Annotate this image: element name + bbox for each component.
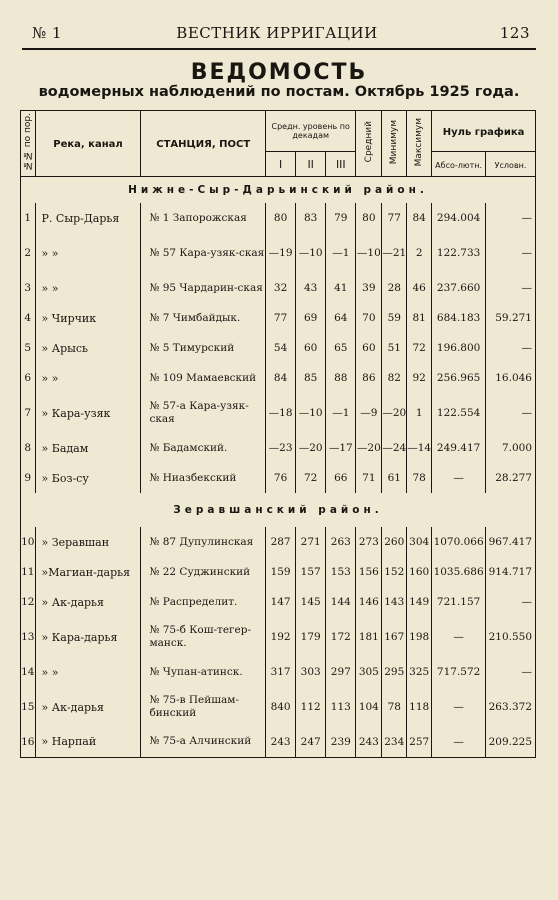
station-cell: № 1 Запорожская <box>141 203 266 233</box>
decade1-cell: 243 <box>266 727 296 757</box>
station-cell: № 95 Чардарин-ская <box>141 273 266 303</box>
zero-relative-cell: — <box>486 393 536 433</box>
col-d2-header: II <box>296 152 326 177</box>
decade3-cell: 64 <box>326 303 356 333</box>
table-body <box>21 177 536 758</box>
maximum-cell: 72 <box>407 333 432 363</box>
decade2-cell: —10 <box>296 393 326 433</box>
zero-absolute-cell: 196.800 <box>432 333 486 363</box>
river-cell: » Бадам <box>35 433 141 463</box>
decade2-cell: 271 <box>296 527 326 557</box>
average-cell: 156 <box>356 557 382 587</box>
station-cell: № 75-б Кош-тегер-манск. <box>141 617 266 657</box>
minimum-cell: 61 <box>382 463 407 493</box>
zero-relative-cell: 16.046 <box>486 363 536 393</box>
station-cell: № 109 Мамаевский <box>141 363 266 393</box>
decade1-cell: 77 <box>266 303 296 333</box>
maximum-cell: 84 <box>407 203 432 233</box>
station-cell: № 22 Суджинский <box>141 557 266 587</box>
section-row <box>21 177 536 204</box>
decade3-cell: —17 <box>326 433 356 463</box>
decade2-cell: 179 <box>296 617 326 657</box>
col-max-header: Максимум <box>407 111 432 177</box>
table-row <box>21 657 536 687</box>
zero-relative-cell: — <box>486 233 536 273</box>
minimum-cell: 152 <box>382 557 407 587</box>
zero-relative-cell: — <box>486 657 536 687</box>
zero-absolute-cell: 1035.686 <box>432 557 486 587</box>
minimum-cell: 28 <box>382 273 407 303</box>
zero-absolute-cell: 717.572 <box>432 657 486 687</box>
decade1-cell: 317 <box>266 657 296 687</box>
row-number: 3 <box>21 273 36 303</box>
average-cell: —10 <box>356 233 382 273</box>
minimum-cell: 78 <box>382 687 407 727</box>
station-cell: № Ниазбекский <box>141 463 266 493</box>
average-cell: —9 <box>356 393 382 433</box>
station-cell: № 7 Чимбайдык. <box>141 303 266 333</box>
decade2-cell: 43 <box>296 273 326 303</box>
zero-absolute-cell: 721.157 <box>432 587 486 617</box>
row-number: 6 <box>21 363 36 393</box>
average-cell: 273 <box>356 527 382 557</box>
zero-relative-cell: 59.271 <box>486 303 536 333</box>
row-number: 9 <box>21 463 36 493</box>
decade3-cell: 113 <box>326 687 356 727</box>
zero-absolute-cell: 237.660 <box>432 273 486 303</box>
decade2-cell: 60 <box>296 333 326 363</box>
river-cell: » Нарпай <box>35 727 141 757</box>
table-row <box>21 233 536 273</box>
col-d1-header: I <box>266 152 296 177</box>
decade2-cell: 85 <box>296 363 326 393</box>
zero-absolute-cell: — <box>432 463 486 493</box>
minimum-cell: 143 <box>382 587 407 617</box>
zero-absolute-cell: — <box>432 727 486 757</box>
station-cell: № Распределит. <box>141 587 266 617</box>
minimum-cell: 77 <box>382 203 407 233</box>
header-rule <box>22 48 536 50</box>
station-cell: № Чупан-атинск. <box>141 657 266 687</box>
decade2-cell: 303 <box>296 657 326 687</box>
river-cell: » Чирчик <box>35 303 141 333</box>
minimum-cell: —21 <box>382 233 407 273</box>
zero-relative-cell: — <box>486 273 536 303</box>
col-no-header: №№ по пор. <box>21 111 36 177</box>
river-cell: » Ак-дарья <box>35 687 141 727</box>
decade3-cell: 41 <box>326 273 356 303</box>
minimum-cell: 295 <box>382 657 407 687</box>
decade3-cell: 88 <box>326 363 356 393</box>
section-title: Зеравшанский район. <box>21 493 536 527</box>
section-row <box>21 493 536 527</box>
river-cell: » Кара-дарья <box>35 617 141 657</box>
row-number: 11 <box>21 557 36 587</box>
decade1-cell: —19 <box>266 233 296 273</box>
table-row <box>21 617 536 657</box>
row-number: 16 <box>21 727 36 757</box>
journal-name: ВЕСТНИК ИРРИГАЦИИ <box>176 24 378 42</box>
row-number: 8 <box>21 433 36 463</box>
table-row <box>21 587 536 617</box>
river-cell: »Магиан-дарья <box>35 557 141 587</box>
table-row <box>21 333 536 363</box>
decade3-cell: —1 <box>326 393 356 433</box>
minimum-cell: 260 <box>382 527 407 557</box>
table-row <box>21 393 536 433</box>
decade2-cell: 145 <box>296 587 326 617</box>
station-cell: № 5 Тимурский <box>141 333 266 363</box>
decade3-cell: 66 <box>326 463 356 493</box>
col-zero-header: Нуль графика <box>432 111 536 152</box>
maximum-cell: 81 <box>407 303 432 333</box>
zero-absolute-cell: 294.004 <box>432 203 486 233</box>
zero-relative-cell: 914.717 <box>486 557 536 587</box>
zero-relative-cell: 967.417 <box>486 527 536 557</box>
col-avg-header: Средний <box>356 111 382 177</box>
row-number: 5 <box>21 333 36 363</box>
zero-relative-cell: — <box>486 333 536 363</box>
maximum-cell: 325 <box>407 657 432 687</box>
river-cell: » Зеравшан <box>35 527 141 557</box>
row-number: 4 <box>21 303 36 333</box>
issue-number: № 1 <box>32 24 63 42</box>
average-cell: 181 <box>356 617 382 657</box>
station-cell: № 75-в Пейшам-бинский <box>141 687 266 727</box>
decade1-cell: 76 <box>266 463 296 493</box>
zero-absolute-cell: 249.417 <box>432 433 486 463</box>
average-cell: 80 <box>356 203 382 233</box>
decade2-cell: 247 <box>296 727 326 757</box>
minimum-cell: 82 <box>382 363 407 393</box>
decade2-cell: 157 <box>296 557 326 587</box>
decade2-cell: 112 <box>296 687 326 727</box>
maximum-cell: 198 <box>407 617 432 657</box>
table-row <box>21 527 536 557</box>
maximum-cell: 92 <box>407 363 432 393</box>
zero-absolute-cell: 1070.066 <box>432 527 486 557</box>
row-number: 15 <box>21 687 36 727</box>
maximum-cell: 2 <box>407 233 432 273</box>
maximum-cell: 160 <box>407 557 432 587</box>
observations-table-wrap <box>20 110 536 810</box>
zero-absolute-cell: 122.733 <box>432 233 486 273</box>
row-number: 12 <box>21 587 36 617</box>
zero-absolute-cell: 256.965 <box>432 363 486 393</box>
station-cell: № 75-а Алчинский <box>141 727 266 757</box>
river-cell: » Ак-дарья <box>35 587 141 617</box>
river-cell: » » <box>35 657 141 687</box>
decade1-cell: —23 <box>266 433 296 463</box>
decade2-cell: 83 <box>296 203 326 233</box>
table-row <box>21 273 536 303</box>
decade1-cell: 287 <box>266 527 296 557</box>
decade1-cell: 32 <box>266 273 296 303</box>
average-cell: 86 <box>356 363 382 393</box>
maximum-cell: 304 <box>407 527 432 557</box>
zero-absolute-cell: 684.183 <box>432 303 486 333</box>
row-number: 14 <box>21 657 36 687</box>
minimum-cell: 59 <box>382 303 407 333</box>
zero-relative-cell: 263.372 <box>486 687 536 727</box>
maximum-cell: 118 <box>407 687 432 727</box>
table-row <box>21 463 536 493</box>
decade3-cell: 297 <box>326 657 356 687</box>
decade2-cell: 69 <box>296 303 326 333</box>
decade2-cell: 72 <box>296 463 326 493</box>
decade3-cell: 65 <box>326 333 356 363</box>
river-cell: Р. Сыр-Дарья <box>35 203 141 233</box>
average-cell: 104 <box>356 687 382 727</box>
col-rel-header: Условн. <box>486 152 536 177</box>
table-row <box>21 203 536 233</box>
maximum-cell: 78 <box>407 463 432 493</box>
river-cell: » Боз-су <box>35 463 141 493</box>
zero-relative-cell: 209.225 <box>486 727 536 757</box>
station-cell: № 57 Кара-узяк-ская <box>141 233 266 273</box>
zero-relative-cell: 28.277 <box>486 463 536 493</box>
average-cell: 146 <box>356 587 382 617</box>
col-abs-header: Абсо-лютн. <box>432 152 486 177</box>
decade2-cell: —10 <box>296 233 326 273</box>
col-decades-header: Средн. уровень по декадам <box>266 111 356 152</box>
table-head <box>21 111 536 177</box>
maximum-cell: 257 <box>407 727 432 757</box>
average-cell: 70 <box>356 303 382 333</box>
zero-relative-cell: 210.550 <box>486 617 536 657</box>
minimum-cell: 167 <box>382 617 407 657</box>
col-d3-header: III <box>326 152 356 177</box>
table-row <box>21 727 536 757</box>
average-cell: 243 <box>356 727 382 757</box>
maximum-cell: —14 <box>407 433 432 463</box>
document-subtitle: водомерных наблюдений по постам. Октябрь 1925 года. <box>38 84 520 100</box>
zero-absolute-cell: 122.554 <box>432 393 486 433</box>
river-cell: » » <box>35 363 141 393</box>
station-cell: № 87 Дупулинская <box>141 527 266 557</box>
decade1-cell: 840 <box>266 687 296 727</box>
row-number: 7 <box>21 393 36 433</box>
average-cell: 39 <box>356 273 382 303</box>
row-number: 10 <box>21 527 36 557</box>
station-cell: № 57-а Кара-узяк-ская <box>141 393 266 433</box>
row-number: 1 <box>21 203 36 233</box>
table-row <box>21 363 536 393</box>
maximum-cell: 1 <box>407 393 432 433</box>
minimum-cell: 51 <box>382 333 407 363</box>
decade1-cell: 147 <box>266 587 296 617</box>
table-row <box>21 557 536 587</box>
decade3-cell: 144 <box>326 587 356 617</box>
decade3-cell: 153 <box>326 557 356 587</box>
section-title: Нижне-Сыр-Дарьинский район. <box>21 177 536 204</box>
station-cell: № Бадамский. <box>141 433 266 463</box>
zero-absolute-cell: — <box>432 687 486 727</box>
observations-table <box>20 110 536 758</box>
row-number: 2 <box>21 233 36 273</box>
river-cell: » » <box>35 273 141 303</box>
table-row <box>21 687 536 727</box>
document-title: ВЕДОМОСТЬ <box>190 60 368 85</box>
river-cell: » Арысь <box>35 333 141 363</box>
decade1-cell: 80 <box>266 203 296 233</box>
zero-relative-cell: — <box>486 203 536 233</box>
average-cell: 305 <box>356 657 382 687</box>
river-cell: » » <box>35 233 141 273</box>
decade1-cell: 54 <box>266 333 296 363</box>
average-cell: —20 <box>356 433 382 463</box>
decade3-cell: 263 <box>326 527 356 557</box>
decade3-cell: 239 <box>326 727 356 757</box>
average-cell: 71 <box>356 463 382 493</box>
page-number: 123 <box>499 24 530 42</box>
average-cell: 60 <box>356 333 382 363</box>
decade2-cell: —20 <box>296 433 326 463</box>
decade3-cell: 172 <box>326 617 356 657</box>
decade1-cell: 159 <box>266 557 296 587</box>
running-header <box>22 22 532 44</box>
zero-absolute-cell: — <box>432 617 486 657</box>
decade1-cell: 192 <box>266 617 296 657</box>
col-station-header: СТАНЦИЯ, ПОСТ <box>141 111 266 177</box>
table-row <box>21 303 536 333</box>
row-number: 13 <box>21 617 36 657</box>
zero-relative-cell: — <box>486 587 536 617</box>
maximum-cell: 149 <box>407 587 432 617</box>
table-row <box>21 433 536 463</box>
river-cell: » Кара-узяк <box>35 393 141 433</box>
col-min-header: Минимум <box>382 111 407 177</box>
maximum-cell: 46 <box>407 273 432 303</box>
zero-relative-cell: 7.000 <box>486 433 536 463</box>
minimum-cell: —24 <box>382 433 407 463</box>
col-river-header: Река, канал <box>35 111 141 177</box>
minimum-cell: 234 <box>382 727 407 757</box>
decade3-cell: —1 <box>326 233 356 273</box>
decade1-cell: —18 <box>266 393 296 433</box>
decade1-cell: 84 <box>266 363 296 393</box>
minimum-cell: —20 <box>382 393 407 433</box>
decade3-cell: 79 <box>326 203 356 233</box>
